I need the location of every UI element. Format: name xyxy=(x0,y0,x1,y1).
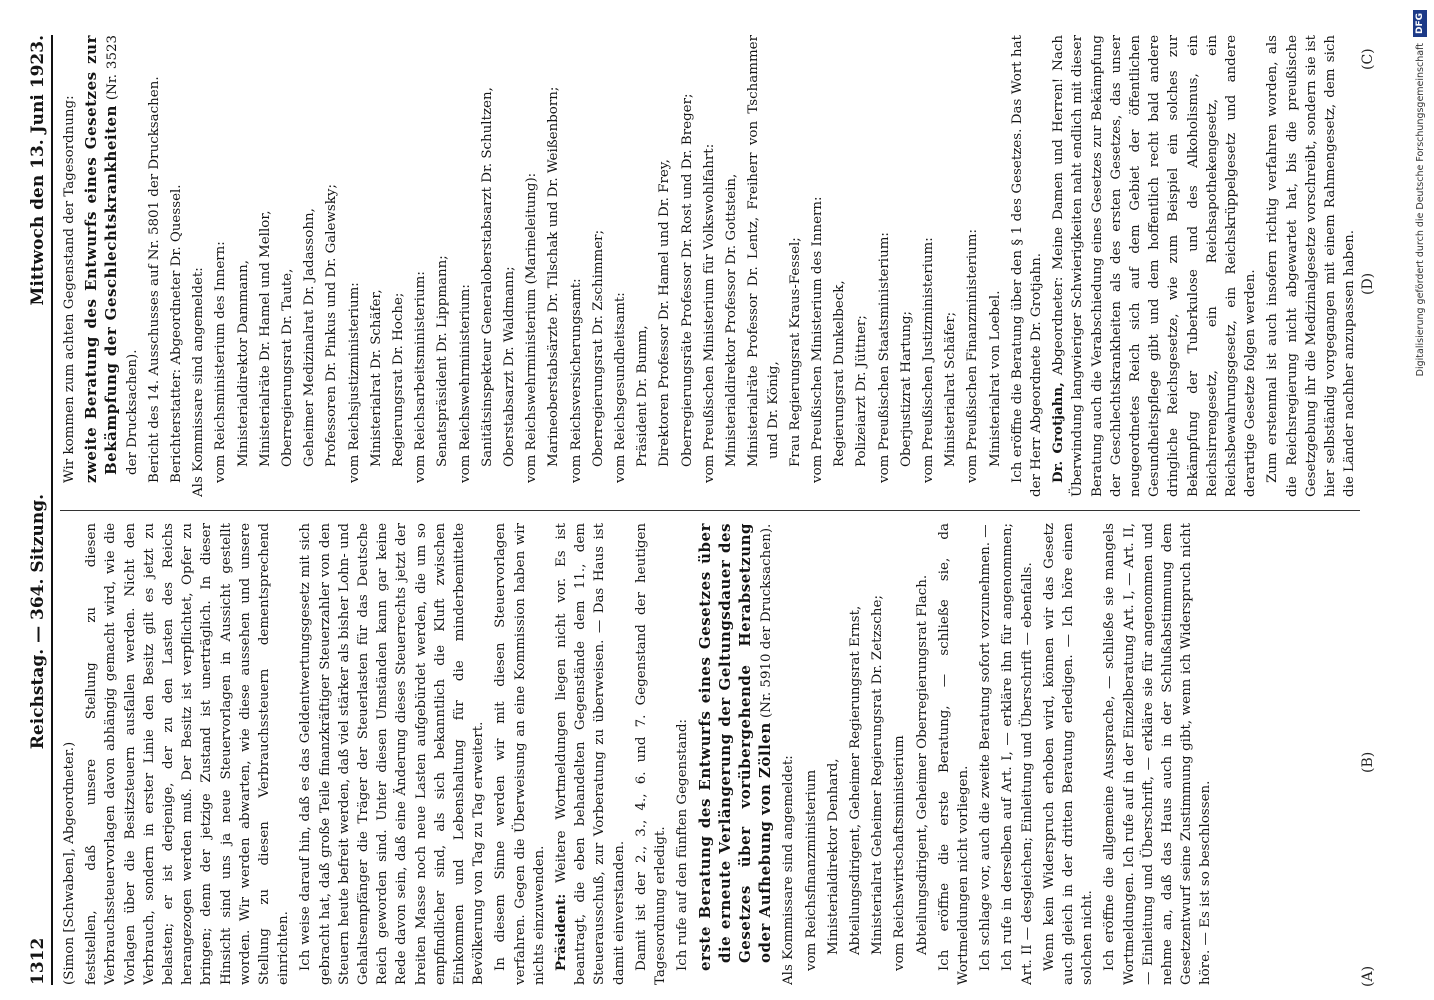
paragraph: Ich eröffne die erste Beratung, — schließe sie, da Wortmeldungen nicht vorliegen. xyxy=(936,523,971,985)
list-item: Oberjustizrat Hartung; xyxy=(898,310,914,467)
agenda-item-ref: (Nr. 3523 der Drucksachen). xyxy=(105,35,140,475)
speaker-reference: (Simon [Schwaben], Abgeordneter.) xyxy=(62,741,77,985)
list-item: vom Reichsversicherungsamt: xyxy=(568,278,584,483)
list-item: Ministerialdirektor Dammann, xyxy=(235,259,251,467)
list-item: Abteilungsdirigent, Geheimer Regierungsrat Ernst, xyxy=(847,605,863,955)
list-item: vom Reichsfinanzministerium xyxy=(803,769,819,971)
page-header xyxy=(20,35,48,985)
paragraph: Ich schlage vor, auch die zweite Beratung sofort vorzunehmen. — xyxy=(978,524,994,971)
digitization-note: Digitalisierung gefördert durch die Deutsche Forschungsgemeinschaft xyxy=(1414,43,1426,377)
page-date: Mittwoch den 13. Juni 1923. xyxy=(28,35,48,306)
right-column xyxy=(60,35,1390,497)
list-item: Ministerialräte Dr. Hamel und Mellor, xyxy=(257,210,273,467)
list-item: Sanitätsinspekteur Generaloberstabsarzt Dr. Schultzen, xyxy=(479,87,495,467)
list-item: vom Reichswehrministerium: xyxy=(457,284,473,483)
list-item: vom Preußischen Ministerium für Volkswohlfahrt: xyxy=(701,143,717,483)
list-item: Direktoren Professor Dr. Hamel und Dr. Frey, xyxy=(657,159,673,467)
agenda-item-title: erste Beratung des Entwurfs eines Gesetzes über die erneute Verlängerung der Geltungsdauer des Gesetzes über vorübergehende Herabsetzung oder Aufhebung von Zöllen xyxy=(695,523,775,971)
list-item: Ministerialrat von Loebel. xyxy=(987,290,1003,467)
speaker-label: Präsident: xyxy=(553,893,570,971)
list-item: Abteilungsdirigent, Geheimer Oberregierungsrat Flach. xyxy=(914,574,930,955)
agenda-item xyxy=(82,35,142,497)
paragraph: In diesem Sinne werden wir mit diesen Steuervorlagen verfahren. Gegen die Überweisung an eine Kommission haben wir nichts einzuwenden. xyxy=(493,523,547,985)
paragraph: Als Kommissare sind angemeldet: xyxy=(191,267,207,497)
list-item: Präsident Dr. Bumm, xyxy=(635,325,651,467)
list-item: vom Reichswehrministerium (Marineleitung): xyxy=(524,172,540,483)
list-item: vom Reichsgesundheitsamt: xyxy=(613,292,629,483)
paragraph: Ich eröffne die allgemeine Aussprache, — schließe sie mangels Wortmeldungen. Ich rufe auf in der Einzelberatung Art. I, — Art. II, — Einleitung und Überschrift, — erkläre sie für angenommen und nehme an, daß das Haus auch in der Schlußabstimmung dem Gesetzentwurf seine Zustimmung gibt, wenn ich Widerspruch nicht höre. — Es ist so beschlossen. xyxy=(1102,523,1214,985)
list-item: vom Preußischen Justizministerium: xyxy=(920,237,936,483)
list-item: Frau Regierungsrat Kraus-Fessel; xyxy=(787,237,803,467)
margin-marker-b: (B) xyxy=(1360,751,1376,773)
paragraph: feststellen, daß unsere Stellung zu diesen Verbrauchssteuervorlagen davon abhängig gemacht wird, wie die Vorlagen über die Besitzsteuern ausfallen werden. Nicht den Verbrauch, sondern in erster Linie den Besitz gilt es jetzt zu belasten; er ist derjenige, der zu den Lasten des Reichs herangezogen werden muß. Der Besitz ist verpflichtet, Opfer zu bringen; denn der jetzige Zustand ist unerträglich. In dieser Hinsicht sind uns ja neue Steuervorlagen in Aussicht gestellt worden. Wir werden abwarten, wie diese aussehen und unsere Stellung zu diesen Verbrauchssteuern dementsprechend einrichten. xyxy=(84,523,292,985)
list-item: vom Preußischen Ministerium des Innern: xyxy=(809,196,825,483)
left-column xyxy=(60,523,1390,985)
list-item: vom Reichswirtschaftsministerium xyxy=(892,735,908,971)
list-item: Oberregierungsrat Dr. Taute, xyxy=(280,268,296,467)
list-item: vom Preußischen Staatsministerium: xyxy=(876,232,892,483)
paragraph: Ich eröffne die Beratung über den § 1 des Gesetzes. Das Wort hat der Herr Abgeordnete Dr. Grotjahn. xyxy=(1009,35,1044,497)
list-item: Oberstabsarzt Dr. Waldmann; xyxy=(502,266,518,467)
speech-text: Weitere Wortmeldungen liegen nicht vor. Es ist beantragt, die eben behandelten Gegenstände dem 11., dem Steuerausschuß, zur Vorberatung zu überweisen. — Das Haus ist damit einverstanden. xyxy=(554,523,627,985)
list-item: Ministerialrat Dr. Schäfer, xyxy=(368,289,384,467)
list-item: Geheimer Medizinalrat Dr. Jadassohn, xyxy=(302,208,318,467)
page-title: Reichstag. — 364. Sitzung. xyxy=(28,493,48,750)
paragraph: Berichterstatter: Abgeordneter Dr. Quessel. xyxy=(169,184,185,483)
margin-marker-a: (A) xyxy=(1360,965,1376,987)
agenda-item-ref: (Nr. 5910 der Drucksachen). xyxy=(759,523,775,718)
margin-marker-d: (D) xyxy=(1360,272,1376,295)
list-item: Regierungsrat Dunkelbeck, xyxy=(832,280,848,467)
list-item: vom Reichsarbeitsministerium: xyxy=(413,271,429,483)
paragraph xyxy=(1049,35,1260,497)
rotated-page-content xyxy=(20,35,1400,985)
margin-marker-c: (C) xyxy=(1360,48,1376,70)
list-item: vom Reichsministerium des Innern: xyxy=(213,241,229,483)
list-item: Ministerialdirektor Denhard, xyxy=(825,758,841,955)
header-rule xyxy=(51,35,53,985)
paragraph: Als Kommissare sind angemeldet: xyxy=(781,755,797,985)
list-item: vom Reichsjustizministerium: xyxy=(346,282,362,483)
paragraph: Ich weise darauf hin, daß es das Geldentwertungsgesetz mit sich gebracht hat, daß große Teile finanzkräftiger Steuerzahler von den Steuern heute befreit werden, daß viel stärker als bisher Lohn- und Gehaltsempfänger die Träger der Steuerlasten für das Deutsche Reich geworden sind. Unter diesen Umständen kann gar keine Rede davon sein, daß eine Änderung dieses Steuerrechts jetzt der breiten Masse noch neue Lasten aufgebürdet werden, die um so empfindlicher sind, als sich bekanntlich die Kluft zwischen Einkommen und Lebenshaltung für die minderbemittelte Bevölkerung von Tag zu Tag erweitert. xyxy=(298,523,487,985)
agenda-item xyxy=(696,523,777,985)
column-divider xyxy=(60,510,1360,511)
list-item: Marineoberstabsärzte Dr. Tilschak und Dr. Weißenborn; xyxy=(546,86,562,467)
list-item: Ministerialrat Schäfer; xyxy=(943,311,959,467)
list-item: Senatspräsident Dr. Lippmann; xyxy=(435,255,451,467)
list-item: Regierungsrat Dr. Hoche; xyxy=(391,292,407,467)
agenda-item-title: zweite Beratung des Entwurfs eines Gesetzes zur Bekämpfung der Geschlechtskrankheiten xyxy=(82,35,121,483)
list-item: Professoren Dr. Pinkus und Dr. Galewsky; xyxy=(324,184,340,467)
paragraph: Damit ist der 2., 3., 4., 6. und 7. Gegenstand der heutigen Tagesordnung erledigt. xyxy=(633,523,669,985)
list-item: Ministerialräte Professor Dr. Lentz, Freiherr von Tschammer und Dr. König, xyxy=(746,35,781,467)
dfg-logo: DFG xyxy=(1413,10,1427,37)
page-number: 1312 xyxy=(28,937,48,985)
paragraph: Wenn kein Widerspruch erhoben wird, können wir das Gesetz auch gleich in der dritten Beratung erledigen. — Ich höre einen solchen nicht. xyxy=(1041,523,1096,985)
paragraph: Ich rufe auf den fünften Gegenstand: xyxy=(675,718,691,971)
list-item: Oberregierungsrat Dr. Zschimmer; xyxy=(590,229,606,467)
speaker-label: Dr. Grotjahn, xyxy=(1050,382,1067,483)
list-item: Ministerialrat Geheimer Regierungsrat Dr. Zetzsche; xyxy=(870,595,886,955)
paragraph: Bericht des 14. Ausschusses auf Nr. 5801 der Drucksachen. xyxy=(146,76,162,483)
speech-text: Abgeordneter: Meine Damen und Herren! Nach Überwindung langwieriger Schwierigkeiten naht endlich mit dieser Beratung auch die Verabschiedung eines Gesetzes zur Bekämpfung der Geschlechtskrankheiten als des ersten Gesetzes, das unser neugeordnetes Reich sich auf dem Gebiet der öffentlichen Gesundheitspflege gibt und dem hoffentlich recht bald andere dringliche Reichsgesetze, wie zum Beispiel ein solches zur Bekämpfung der Tuberkulose und des Alkoholismus, ein Reichsirrengesetz, ein Reichsapothekengesetz, ein Reichsbewahrungsgesetz, ein Reichskrüppelgesetz und andere derartige Gesetze folgen werden. xyxy=(1051,35,1259,497)
list-item: vom Preußischen Finanzministerium: xyxy=(965,228,981,483)
list-item: Ministerialdirektor Professor Dr. Gottstein, xyxy=(724,173,740,467)
list-item: Oberregierungsräte Professor Dr. Rost und Dr. Breger; xyxy=(679,93,695,467)
list-item: Polizeiarzt Dr. Jüttner; xyxy=(854,315,870,467)
paragraph: Ich rufe in derselben auf Art. I, — erkläre ihn für angenommen; Art. II — desgleichen; Einleitung und Überschrift — ebenfalls. xyxy=(1000,523,1035,985)
digitization-credit xyxy=(1412,10,1428,580)
paragraph: Wir kommen zum achten Gegenstand der Tagesordnung: xyxy=(62,95,77,483)
paragraph: Zum erstenmal ist auch insofern richtig verfahren worden, als die Reichsregierung nicht abgewartet hat, bis die preußische Gesetzgebung ihr die Medizinalgesetze vorschreibt, sondern sie ist hier selbständig vorgegangen mit einem Rahmengesetz, dem sich die Länder nachher anzupassen haben. xyxy=(1265,35,1358,497)
paragraph xyxy=(552,523,629,985)
